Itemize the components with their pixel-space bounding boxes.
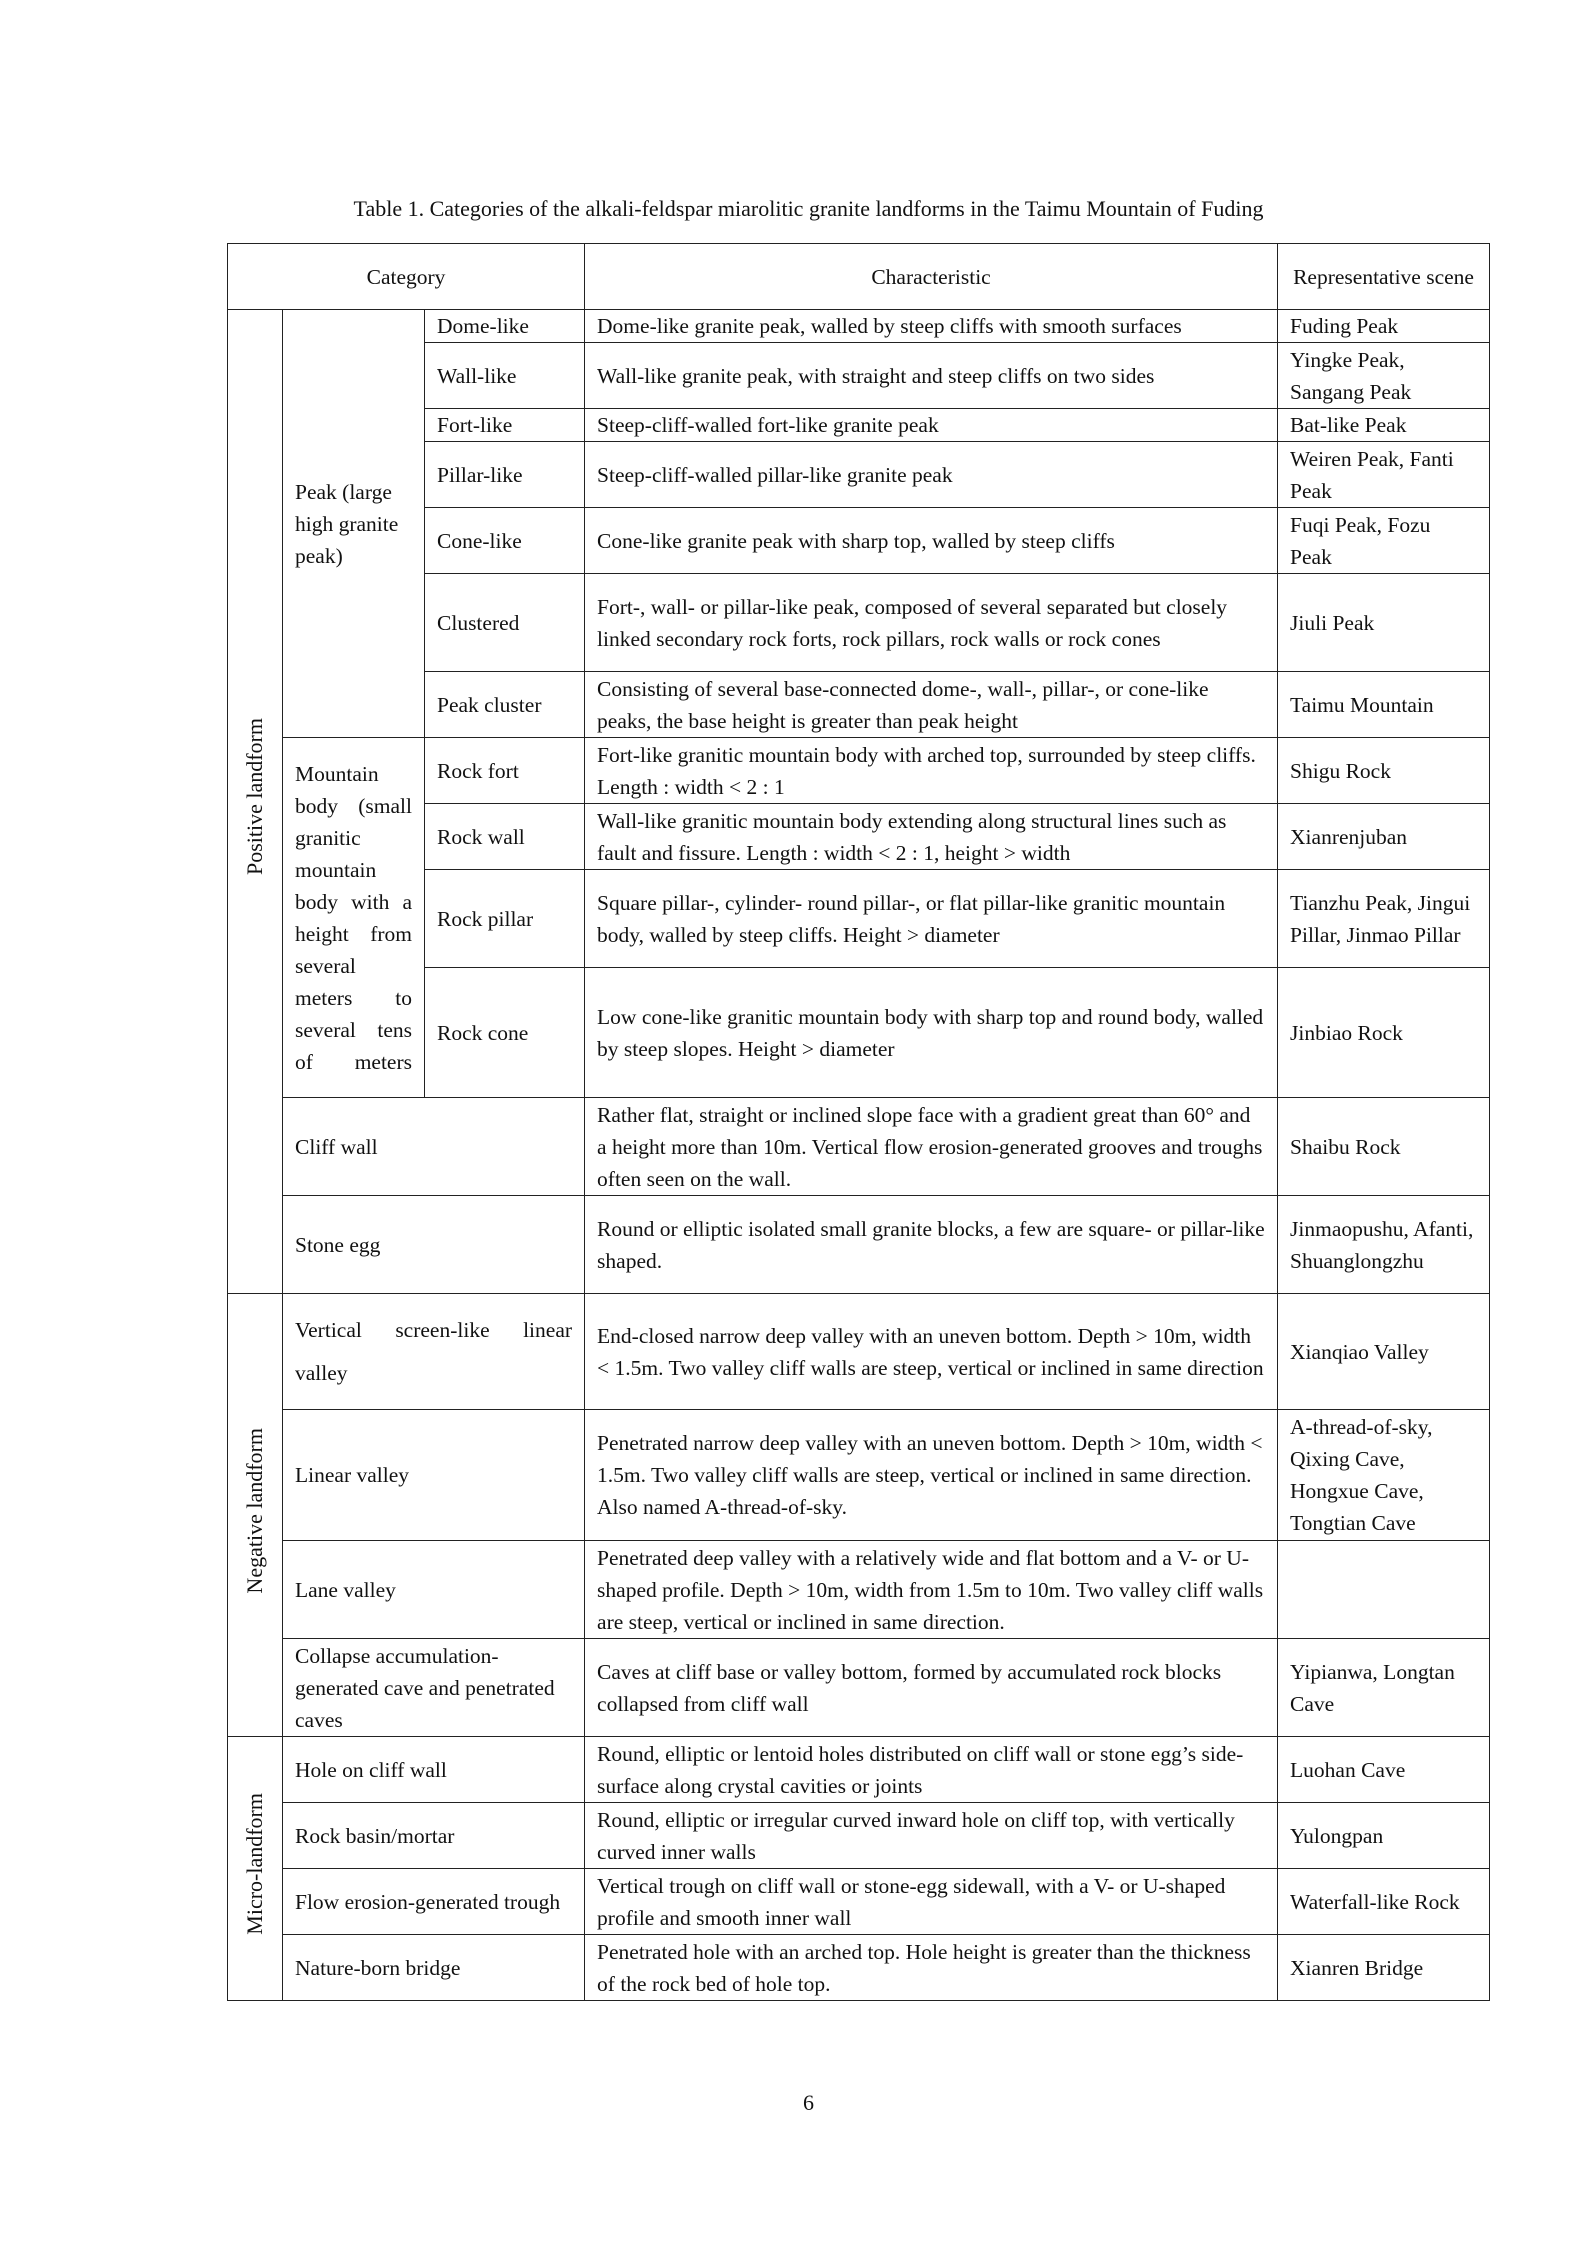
type-cell: Cone-like (425, 508, 585, 574)
characteristic-cell: Round, elliptic or irregular curved inward hole on cliff top, with vertically curved inner walls (585, 1803, 1278, 1869)
table-row (228, 1196, 1490, 1294)
type-cell: Lane valley (283, 1541, 585, 1639)
page-number: 6 (803, 2090, 814, 2115)
type-cell: Pillar-like (425, 442, 585, 508)
table-row (228, 1098, 1490, 1196)
scene-cell: Waterfall-like Rock (1278, 1869, 1490, 1935)
landform-table-wrapper (227, 243, 1489, 2001)
type-cell: Stone egg (283, 1196, 585, 1294)
characteristic-cell: Fort-, wall- or pillar-like peak, composed of several separated but closely linked secondary rock forts, rock pillars, rock walls or rock cones (585, 574, 1278, 672)
scene-cell: Luohan Cave (1278, 1737, 1490, 1803)
characteristic-cell: Consisting of several base-connected dome-, wall-, pillar-, or cone-like peaks, the base height is greater than peak height (585, 672, 1278, 738)
type-cell: Clustered (425, 574, 585, 672)
group-label: Positive landform (242, 718, 267, 876)
characteristic-cell: Caves at cliff base or valley bottom, formed by accumulated rock blocks collapsed from cliff wall (585, 1639, 1278, 1737)
type-cell: Nature-born bridge (283, 1935, 585, 2001)
scene-cell: Xianren Bridge (1278, 1935, 1490, 2001)
characteristic-cell: Penetrated narrow deep valley with an uneven bottom. Depth > 10m, width < 1.5m. Two valley cliff walls are steep, vertical or inclined in same direction. Also named A-thread-of-sky. (585, 1410, 1278, 1541)
characteristic-cell: Wall-like granite peak, with straight and steep cliffs on two sides (585, 343, 1278, 409)
scene-cell: Yingke Peak, Sangang Peak (1278, 343, 1490, 409)
type-cell: Fort-like (425, 409, 585, 442)
group-label: Negative landform (242, 1427, 267, 1594)
scene-cell: A-thread-of-sky, Qixing Cave, Hongxue Cave, Tongtian Cave (1278, 1410, 1490, 1541)
scene-cell: Xianrenjuban (1278, 804, 1490, 870)
table-row (228, 310, 1490, 343)
characteristic-cell: Steep-cliff-walled pillar-like granite peak (585, 442, 1278, 508)
type-cell: Dome-like (425, 310, 585, 343)
scene-cell: Weiren Peak, Fanti Peak (1278, 442, 1490, 508)
characteristic-cell: Round or elliptic isolated small granite blocks, a few are square- or pillar-like shaped. (585, 1196, 1278, 1294)
type-cell: Flow erosion-generated trough (283, 1869, 585, 1935)
scene-cell: Taimu Mountain (1278, 672, 1490, 738)
table-row (228, 1541, 1490, 1639)
characteristic-cell: Wall-like granitic mountain body extending along structural lines such as fault and fissure. Length : width < 2 : 1, height > width (585, 804, 1278, 870)
characteristic-cell: Penetrated deep valley with a relatively wide and flat bottom and a V- or U-shaped profile. Depth > 10m, width from 1.5m to 10m. Two valley cliff walls are steep, vertical or inclined in same direction. (585, 1541, 1278, 1639)
scene-cell: Shaibu Rock (1278, 1098, 1490, 1196)
header-row (228, 244, 1490, 310)
type-cell: Rock cone (425, 968, 585, 1098)
characteristic-cell: Dome-like granite peak, walled by steep cliffs with smooth surfaces (585, 310, 1278, 343)
header-scene: Representative scene (1278, 244, 1490, 310)
group-micro-landform (228, 1737, 283, 2001)
characteristic-cell: Steep-cliff-walled fort-like granite peak (585, 409, 1278, 442)
table-row (228, 1935, 1490, 2001)
type-cell: Wall-like (425, 343, 585, 409)
scene-cell: Jiuli Peak (1278, 574, 1490, 672)
scene-cell: Shigu Rock (1278, 738, 1490, 804)
type-cell: Vertical screen-like linear valley (283, 1294, 585, 1410)
characteristic-cell: Round, elliptic or lentoid holes distributed on cliff wall or stone egg’s side-surface along crystal cavities or joints (585, 1737, 1278, 1803)
subcategory-mountain-body: Mountain body (small granitic mountain body with a height from several meters to several tens of meters (283, 738, 425, 1098)
type-cell: Linear valley (283, 1410, 585, 1541)
scene-cell: Yipianwa, Longtan Cave (1278, 1639, 1490, 1737)
characteristic-cell: Cone-like granite peak with sharp top, walled by steep cliffs (585, 508, 1278, 574)
group-positive-landform (228, 310, 283, 1294)
table-row (228, 738, 1490, 804)
type-cell: Cliff wall (283, 1098, 585, 1196)
type-cell: Rock fort (425, 738, 585, 804)
landform-table (227, 243, 1490, 2001)
scene-cell (1278, 1541, 1490, 1639)
table-row (228, 1294, 1490, 1410)
type-cell: Peak cluster (425, 672, 585, 738)
characteristic-cell: Low cone-like granitic mountain body with sharp top and round body, walled by steep slopes. Height > diameter (585, 968, 1278, 1098)
header-characteristic: Characteristic (585, 244, 1278, 310)
scene-cell: Fuding Peak (1278, 310, 1490, 343)
scene-cell: Jinmaopushu, Afanti, Shuanglongzhu (1278, 1196, 1490, 1294)
characteristic-cell: End-closed narrow deep valley with an uneven bottom. Depth > 10m, width < 1.5m. Two valley cliff walls are steep, vertical or inclined in same direction (585, 1294, 1278, 1410)
table-row (228, 1737, 1490, 1803)
scene-cell: Xianqiao Valley (1278, 1294, 1490, 1410)
table-row (228, 1639, 1490, 1737)
characteristic-cell: Rather flat, straight or inclined slope face with a gradient great than 60° and a height more than 10m. Vertical flow erosion-generated grooves and troughs often seen on the wall. (585, 1098, 1278, 1196)
characteristic-cell: Vertical trough on cliff wall or stone-egg sidewall, with a V- or U-shaped profile and smooth inner wall (585, 1869, 1278, 1935)
table-caption: Table 1. Categories of the alkali-feldspar miarolitic granite landforms in the Taimu Mountain of Fuding (353, 196, 1264, 221)
group-negative-landform (228, 1294, 283, 1737)
type-cell: Rock wall (425, 804, 585, 870)
scene-cell: Tianzhu Peak, Jingui Pillar, Jinmao Pillar (1278, 870, 1490, 968)
scene-cell: Fuqi Peak, Fozu Peak (1278, 508, 1490, 574)
characteristic-cell: Fort-like granitic mountain body with arched top, surrounded by steep cliffs. Length : width < 2 : 1 (585, 738, 1278, 804)
scene-cell: Yulongpan (1278, 1803, 1490, 1869)
characteristic-cell: Penetrated hole with an arched top. Hole height is greater than the thickness of the rock bed of hole top. (585, 1935, 1278, 2001)
type-cell: Hole on cliff wall (283, 1737, 585, 1803)
type-cell: Rock pillar (425, 870, 585, 968)
header-category: Category (228, 244, 585, 310)
type-cell: Rock basin/mortar (283, 1803, 585, 1869)
scene-cell: Bat-like Peak (1278, 409, 1490, 442)
group-label: Micro-landform (242, 1793, 267, 1935)
table-row (228, 1803, 1490, 1869)
characteristic-cell: Square pillar-, cylinder- round pillar-, or flat pillar-like granitic mountain body, walled by steep cliffs. Height > diameter (585, 870, 1278, 968)
scene-cell: Jinbiao Rock (1278, 968, 1490, 1098)
subcategory-peak: Peak (large high granite peak) (283, 310, 425, 738)
type-cell: Collapse accumulation-generated cave and penetrated caves (283, 1639, 585, 1737)
table-row (228, 1869, 1490, 1935)
table-row (228, 1410, 1490, 1541)
